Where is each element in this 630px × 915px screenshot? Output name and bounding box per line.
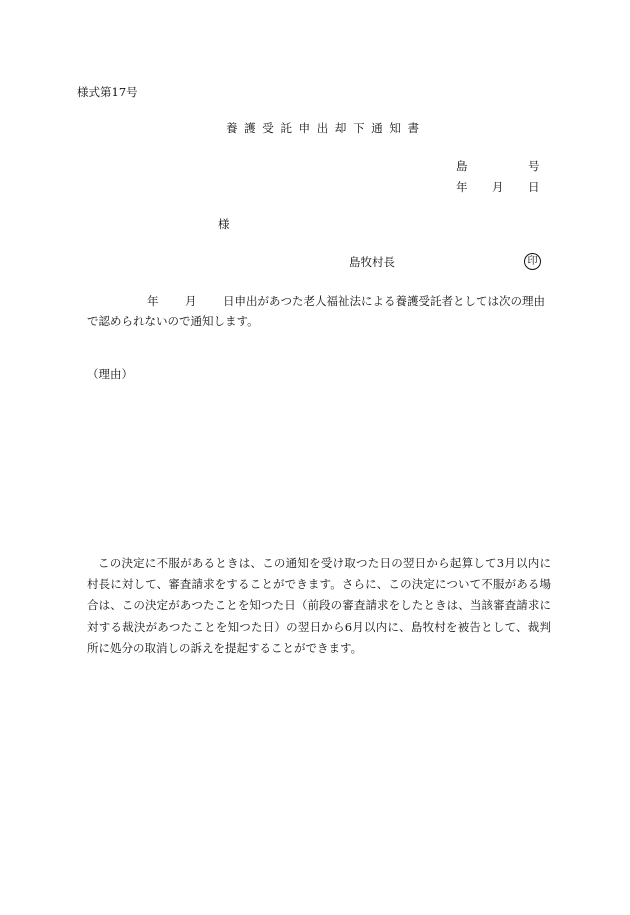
sender-name: 島牧村長	[349, 255, 395, 269]
body-month-label: 月	[185, 294, 197, 308]
body-text-line2: で認められないので通知します。	[87, 314, 259, 328]
addressee-honorific: 様	[218, 217, 230, 231]
body-year-label: 年	[147, 294, 159, 308]
form-number: 様式第17号	[77, 85, 138, 99]
date-month-label: 月	[492, 180, 504, 194]
date-year-label: 年	[456, 180, 468, 194]
date-day-label: 日	[528, 180, 540, 194]
seal-mark: 印	[524, 253, 541, 270]
document-number-suffix: 号	[528, 159, 540, 173]
reason-label: （理由）	[87, 367, 133, 381]
body-text-line1: 日申出があつた老人福祉法による養護受託者としては次の理由	[223, 294, 545, 308]
appeal-notice: この決定に不服があるときは、この通知を受け取つた日の翌日から起算して3月以内に村長に対して、審査請求をすることができます。さらに、この決定について不服がある場合は、この決定があつたことを知つた日（前段の審査請求をしたときは、当該審査請求に対する裁決があつたことを知つた日）の翌日から6月以内に、島牧村を被告として、裁判所に処分の取消しの訴えを提起することができます。	[87, 556, 551, 655]
document-title: 養 護 受 託 申 出 却 下 通 知 書	[226, 121, 421, 135]
document-number-prefix: 島	[456, 159, 468, 173]
